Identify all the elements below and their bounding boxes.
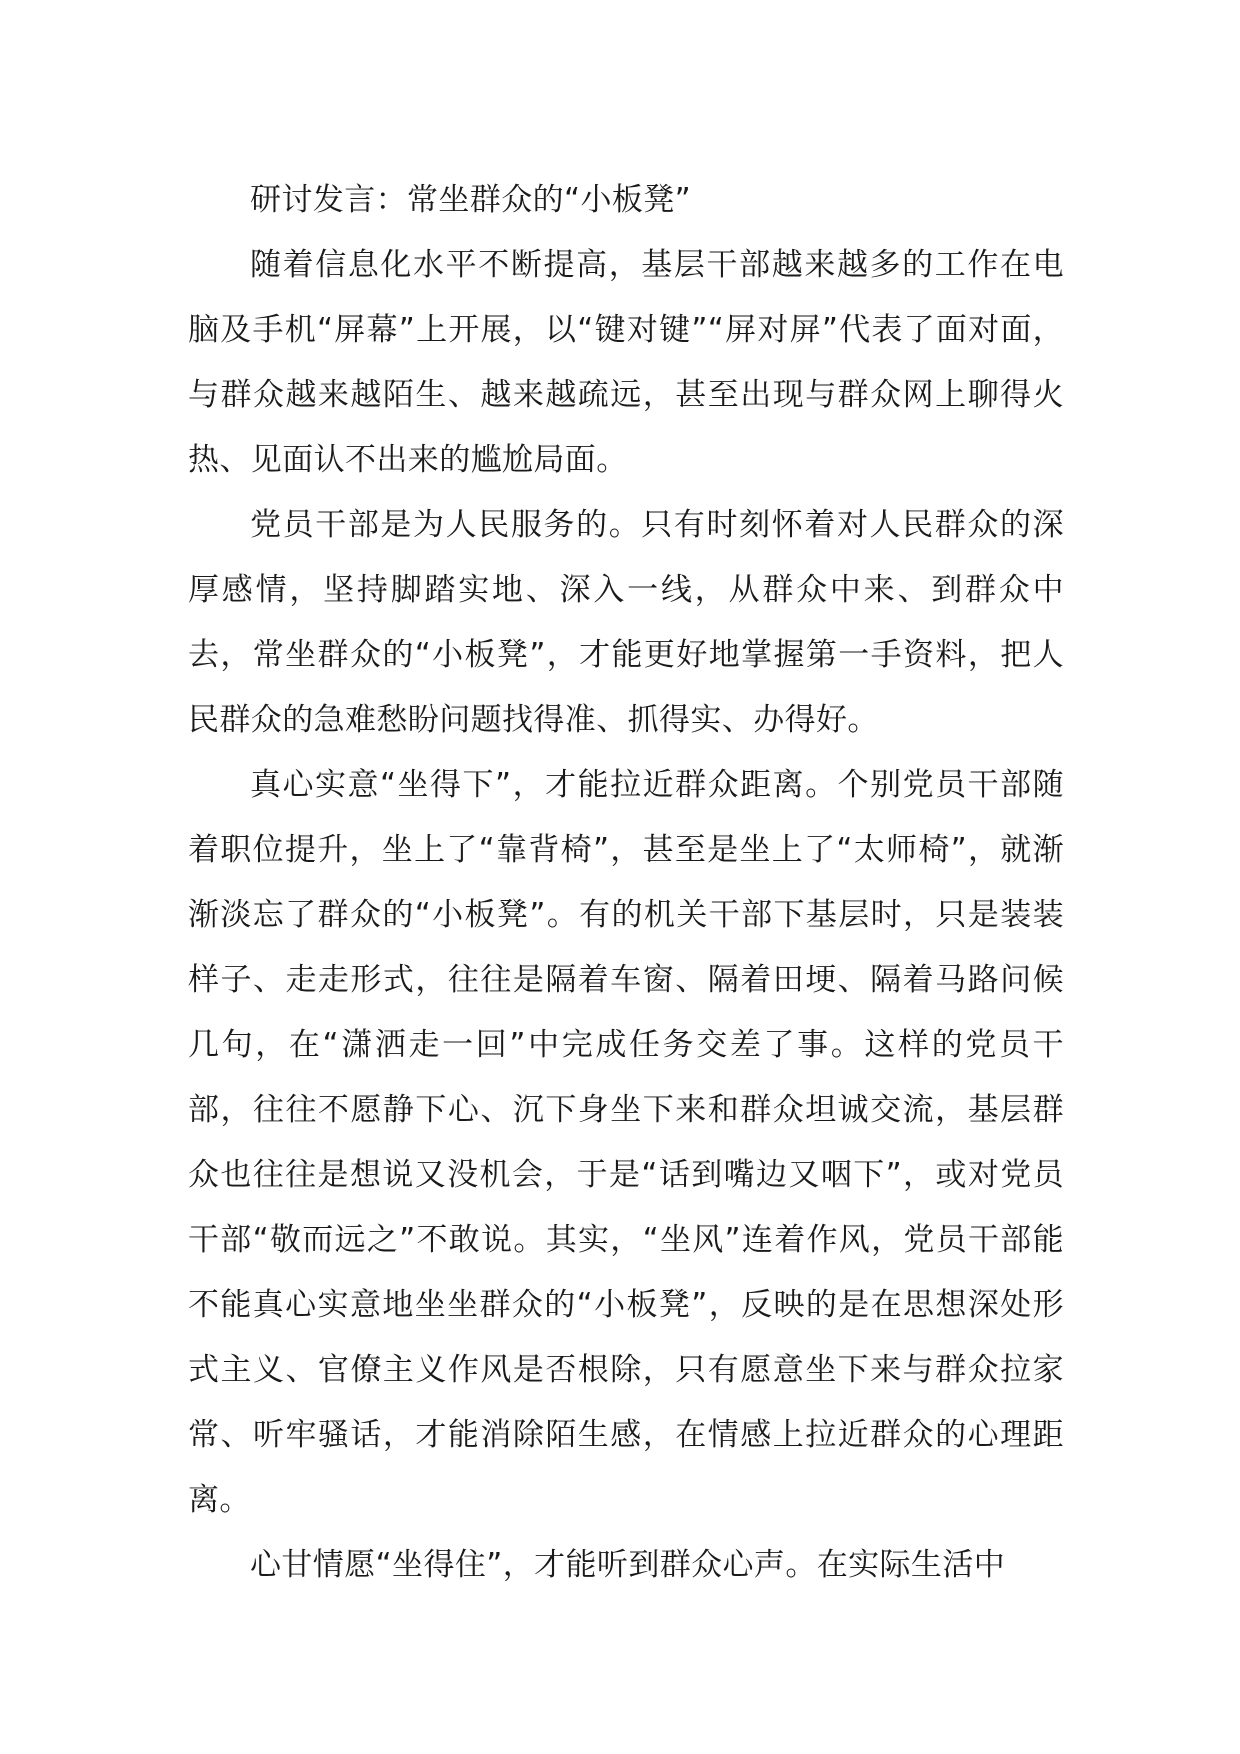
paragraph-2: 党员干部是为人民服务的。只有时刻怀着对人民群众的深厚感情，坚持脚踏实地、深入一线，从群众中来、到群众中去，常坐群众的“小板凳”，才能更好地掌握第一手资料，把人民群众的急难愁盼问题找得准、抓得实、办得好。 [188,507,1064,738]
paragraph-4: 心甘情愿“坐得住”，才能听到群众心声。在实际生活中 [250,1547,1006,1583]
paragraph-3: 真心实意“坐得下”，才能拉近群众距离。个别党员干部随着职位提升，坐上了“靠背椅”，甚至是坐上了“太师椅”，就渐渐淡忘了群众的“小板凳”。有的机关干部下基层时，只是装装样子、走走形式，往往是隔着车窗、隔着田埂、隔着马路问候几句，在“潇洒走一回”中完成任务交差了事。这样的党员干部，往往不愿静下心、沉下身坐下来和群众坦诚交流，基层群众也往往是想说又没机会，于是“话到嘴边又咽下”，或对党员干部“敬而远之”不敢说。其实，“坐风”连着作风，党员干部能不能真心实意地坐坐群众的“小板凳”，反映的是在思想深处形式主义、官僚主义作风是否根除，只有愿意坐下来与群众拉家常、听牢骚话，才能消除陌生感，在情感上拉近群众的心理距离。 [188,767,1064,1518]
document-body [188,168,1064,1598]
document-title: 研讨发言：常坐群众的“小板凳” [250,182,692,218]
paragraph-1: 随着信息化水平不断提高，基层干部越来越多的工作在电脑及手机“屏幕”上开展，以“键对键”“屏对屏”代表了面对面，与群众越来越陌生、越来越疏远，甚至出现与群众网上聊得火热、见面认不出来的尴尬局面。 [188,247,1064,478]
